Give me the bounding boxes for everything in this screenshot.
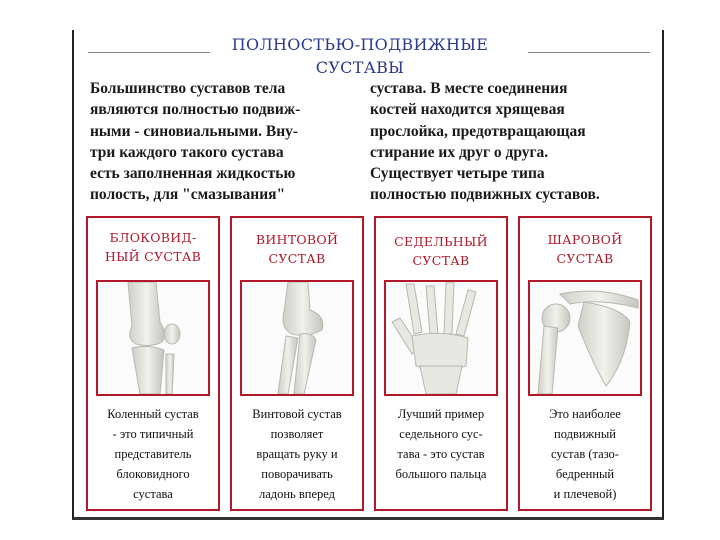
card-description [376,404,506,484]
card-title-line: БЛОКОВИД- [109,230,197,245]
card-text-line: сустава [133,487,173,501]
hand-bones-image [384,280,498,396]
card-title [232,230,362,268]
card-ball-joint [518,216,652,511]
card-text-line: бедренный [555,467,615,481]
shoulder-bones-icon [530,282,640,394]
intro-left-line: три каждого такого сустава [90,143,284,161]
card-hinge-joint [86,216,220,511]
card-text-line: позволяет [270,427,324,441]
card-description [520,404,650,504]
card-text-line: и плечевой) [553,487,617,501]
hand-bones-icon [386,282,496,394]
card-text-line: Винтовой сустав [252,407,342,421]
card-text-line: сустав (тазо- [551,447,619,461]
card-title-line: ВИНТОВОЙ [255,232,339,247]
card-text-line: Коленный сустав [107,407,199,421]
card-title-line: СУСТАВ [412,253,470,268]
card-title-line: СЕДЕЛЬНЫЙ [394,234,488,249]
intro-right-line: Существует четыре типа [370,165,545,183]
page-title-line2: СУСТАВЫ [315,58,405,77]
elbow-joint-image [240,280,354,396]
elbow-bones-icon [242,282,352,394]
card-title [376,232,506,270]
knee-bones-icon [98,282,208,394]
intro-left-line: полость, для "смазывания" [90,186,286,204]
intro-left-line: Большинство суставов тела [90,80,286,97]
intro-left-column [90,78,300,206]
card-text-line: поворачивать [261,467,333,481]
card-saddle-joint [374,216,508,511]
card-pivot-joint [230,216,364,511]
intro-right-line: костей находится хрящевая [370,101,565,119]
card-description [232,404,362,504]
card-text-line: блоковидного [116,467,190,481]
shoulder-joint-image [528,280,642,396]
card-text-line: большого пальца [395,467,487,481]
card-text-line: подвижный [554,427,616,441]
intro-left-line: есть заполненная жидкостью [90,165,296,183]
card-description [88,404,218,504]
card-text-line: тава - это сустав [397,447,485,461]
card-title-line: СУСТАВ [268,251,326,266]
card-title [88,228,218,266]
intro-right-column [370,78,600,206]
card-title-line: ШАРОВОЙ [547,232,623,247]
card-text-line: вращать руку и [256,447,338,461]
card-title-line: СУСТАВ [556,251,614,266]
card-text-line: Лучший пример [397,407,485,421]
card-text-line: представитель [114,447,192,461]
card-title-line: НЫЙ СУСТАВ [104,249,202,264]
intro-left-line: ными - синовиальными. Вну- [90,122,299,140]
intro-right-line: стирание их друг о друга. [370,143,549,161]
intro-right-line: прослойка, предотвращающая [370,122,586,140]
intro-right-line: сустава. В месте соединения [370,80,568,97]
intro-right-line: полностью подвижных суставов. [370,186,600,204]
card-text-line: - это типичный [112,427,194,441]
intro-left-line: являются полностью подвиж- [90,101,301,119]
card-text-line: Это наиболее [549,407,621,421]
card-text-line: седельного сус- [399,427,483,441]
card-text-line: ладонь вперед [258,487,336,501]
page-title-line1: ПОЛНОСТЬЮ-ПОДВИЖНЫЕ [231,35,489,54]
knee-joint-image [96,280,210,396]
card-title [520,230,650,268]
